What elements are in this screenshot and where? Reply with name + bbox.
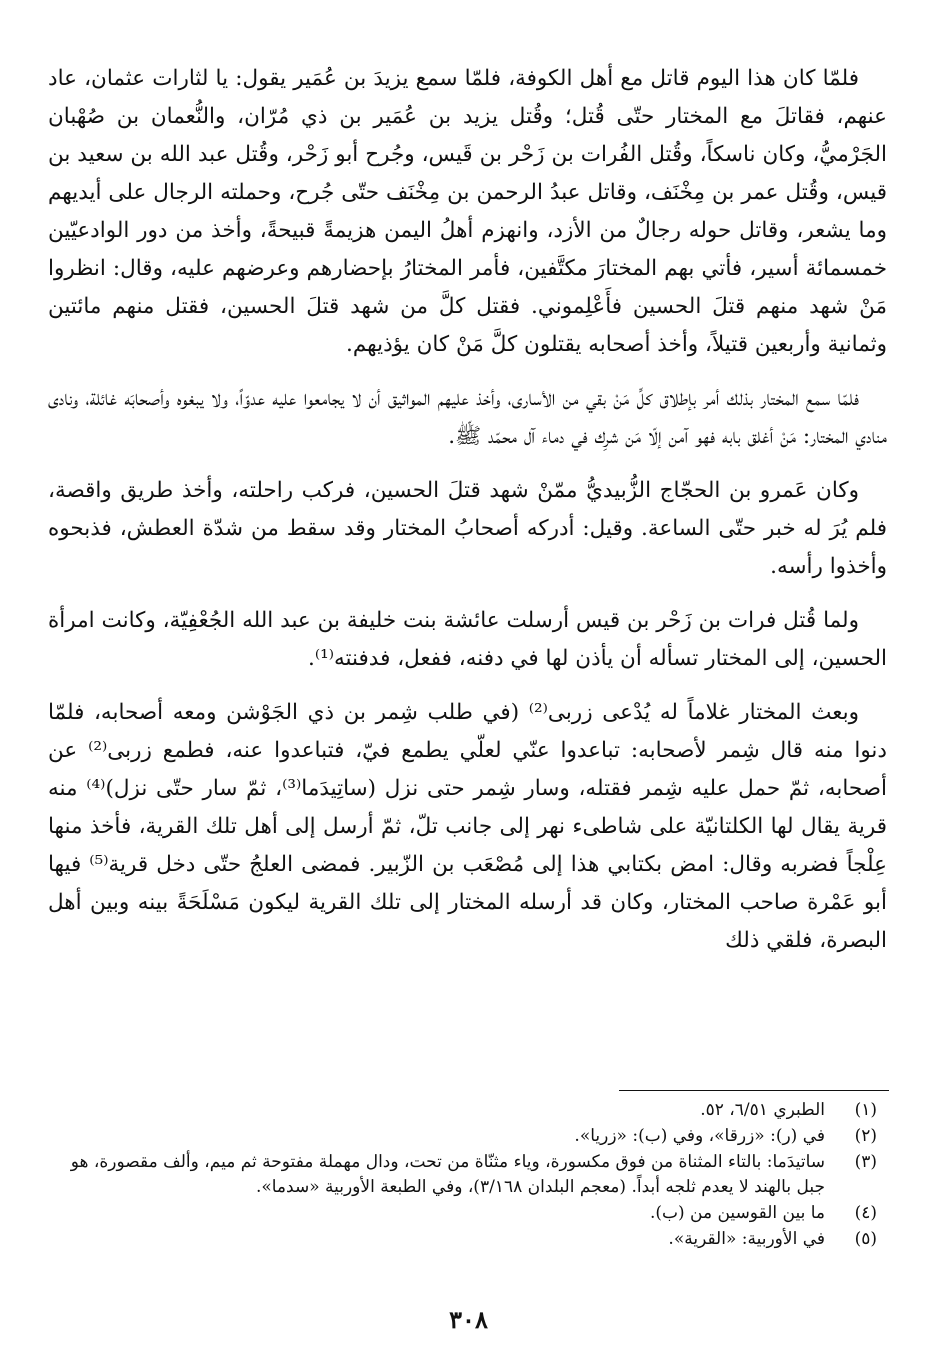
footnote-text: الطبري ٦/٥١، ٥٢. [700,1100,825,1120]
footnote-number: (٣) [854,1152,877,1172]
footnote-divider [619,1090,889,1091]
footnote [62,1098,877,1123]
footnotes [62,1098,877,1253]
footnote [62,1201,877,1226]
footnote-text: ساتيدَما: بالتاء المثناة من فوق مكسورة، وياء مثنّاة من تحت، ودال مهملة مفتوحة ثم ميم، وألف مقصورة، هو جبل بالهند لا يعدم ثلجه أبداً. (معجم البلدان ٣/١٦٨)، وفي الطبعة الأوربية «سدما». [70,1152,825,1197]
footnote [62,1124,877,1149]
footnote-number: (٥) [854,1229,877,1249]
footnote-number: (١) [854,1100,877,1120]
footnote [62,1227,877,1252]
footnote [62,1150,877,1200]
footnote-text: ما بين القوسين من (ب). [649,1203,825,1223]
page-number: ٣٠٨ [449,1305,488,1334]
footnote-number: (٤) [854,1203,877,1223]
paragraph-1: فلمّا كان هذا اليوم قاتل مع أهل الكوفة، فلمّا سمع يزيدَ بن عُمَير يقول: يا لثارات عثمان، عاد عنهم، فقاتلَ مع المختار حتّى قُتل؛ وقُتل يزيد بن عُمَير بن ذي مُرّان، والنُّعمان بن صُهْبان الجَرْميُّ، وكان ناسكاً، وقُتل الفُرات بن زَحْر بن قَيس، وجُرح أبو زَحْر، وقُتل عبد الله بن سعيد بن قيس، وقُتل عمر بن مِخْنَف، وقاتل عبدُ الرحمن بن مِخْنَف حتّى جُرح، وحملته الرجال على أيديهم وما يشعر، وقاتل حوله رجالٌ من الأزد، وانهزم أهلُ اليمن هزيمةً قبيحةً، وأخذ من دور الوادعيّين خمسمائة أسير، فأتي بهم المختارَ مكتَّفين، فأمر المختارُ بإحضارهم وعرضهم عليه، وقال: انظروا مَنْ شهد منهم قتلَ الحسين فأَعْلِموني. فقتل كلَّ من شهد قتلَ الحسين، فقتل منهم مائتين وثمانية وأربعين قتيلاً، وأخذ أصحابه يقتلون كلَّ مَنْ كان يؤذيهم. [48,66,887,357]
footnote-text: في الأوربية: «القرية». [668,1229,825,1249]
paragraph-5: وبعث المختار غلاماً له يُدْعى زربى⁽²⁾ (في طلب شِمر بن ذي الجَوْشن ومعه أصحابه، فلمّا دنوا منه قال شِمر لأصحابه: تباعدوا عنّي لعلّي يطمع فيّ، فتباعدوا عنه، فطمع زربى⁽²⁾ عن أصحابه، ثمّ حمل عليه شِمر فقتله، وسار شِمر حتى نزل (ساتِيدَما⁽³⁾، ثمّ سار حتّى نزل)⁽⁴⁾ منه قرية يقال لها الكلتانيّة على شاطىء نهر إلى جانب تلّ، ثمّ أرسل إلى أهل تلك القرية، فأخذ منها عِلْجاً فضربه وقال: امض بكتابي هذا إلى مُصْعَب بن الزّبير. فمضى العلجُ حتّى دخل قرية⁽⁵⁾ فيها أبو عَمْرة صاحب المختار، وكان قد أرسله المختار إلى تلك القرية ليكون مَسْلَحَةً بينه وبين أهل البصرة، فلقي ذلك [48,700,887,953]
paragraph-2: فلمّا سمع المختار بذلك أمر بإطلاق كلِّ مَنْ بقي من الأسارى، وأخذ عليهم المواثيق أن لا يجامعوا عليه عدوّاً، ولا يبغوه وأصحابَه غائلة، ونادى منادي المختار: مَنْ أغلق بابه فهو آمن إلّا مَن شرِك في دماء آل محمّد ﷺ. [48,386,887,449]
main-text [48,60,887,960]
footnote-text: في (ر): «زرقا»، وفي (ب): «زريا». [574,1126,825,1146]
paragraph-4: ولما قُتل فرات بن زَحْر بن قيس أرسلت عائشة بنت خليفة بن عبد الله الجُعْفِيّة، وكانت امرأة الحسين، إلى المختار تسأله أن يأذن لها في دفنه، ففعل، فدفنته⁽¹⁾. [48,608,887,671]
footnote-number: (٢) [854,1126,877,1146]
paragraph-3: وكان عَمرو بن الحجّاج الزُّبيديُّ ممّنْ شهد قتلَ الحسين، فركب راحلته، وأخذ طريق واقصة، فلم يُرَ له خبر حتّى الساعة. وقيل: أدركه أصحابُ المختار وقد سقط من شدّة العطش، فذبحوه وأخذوا رأسه. [48,478,887,579]
